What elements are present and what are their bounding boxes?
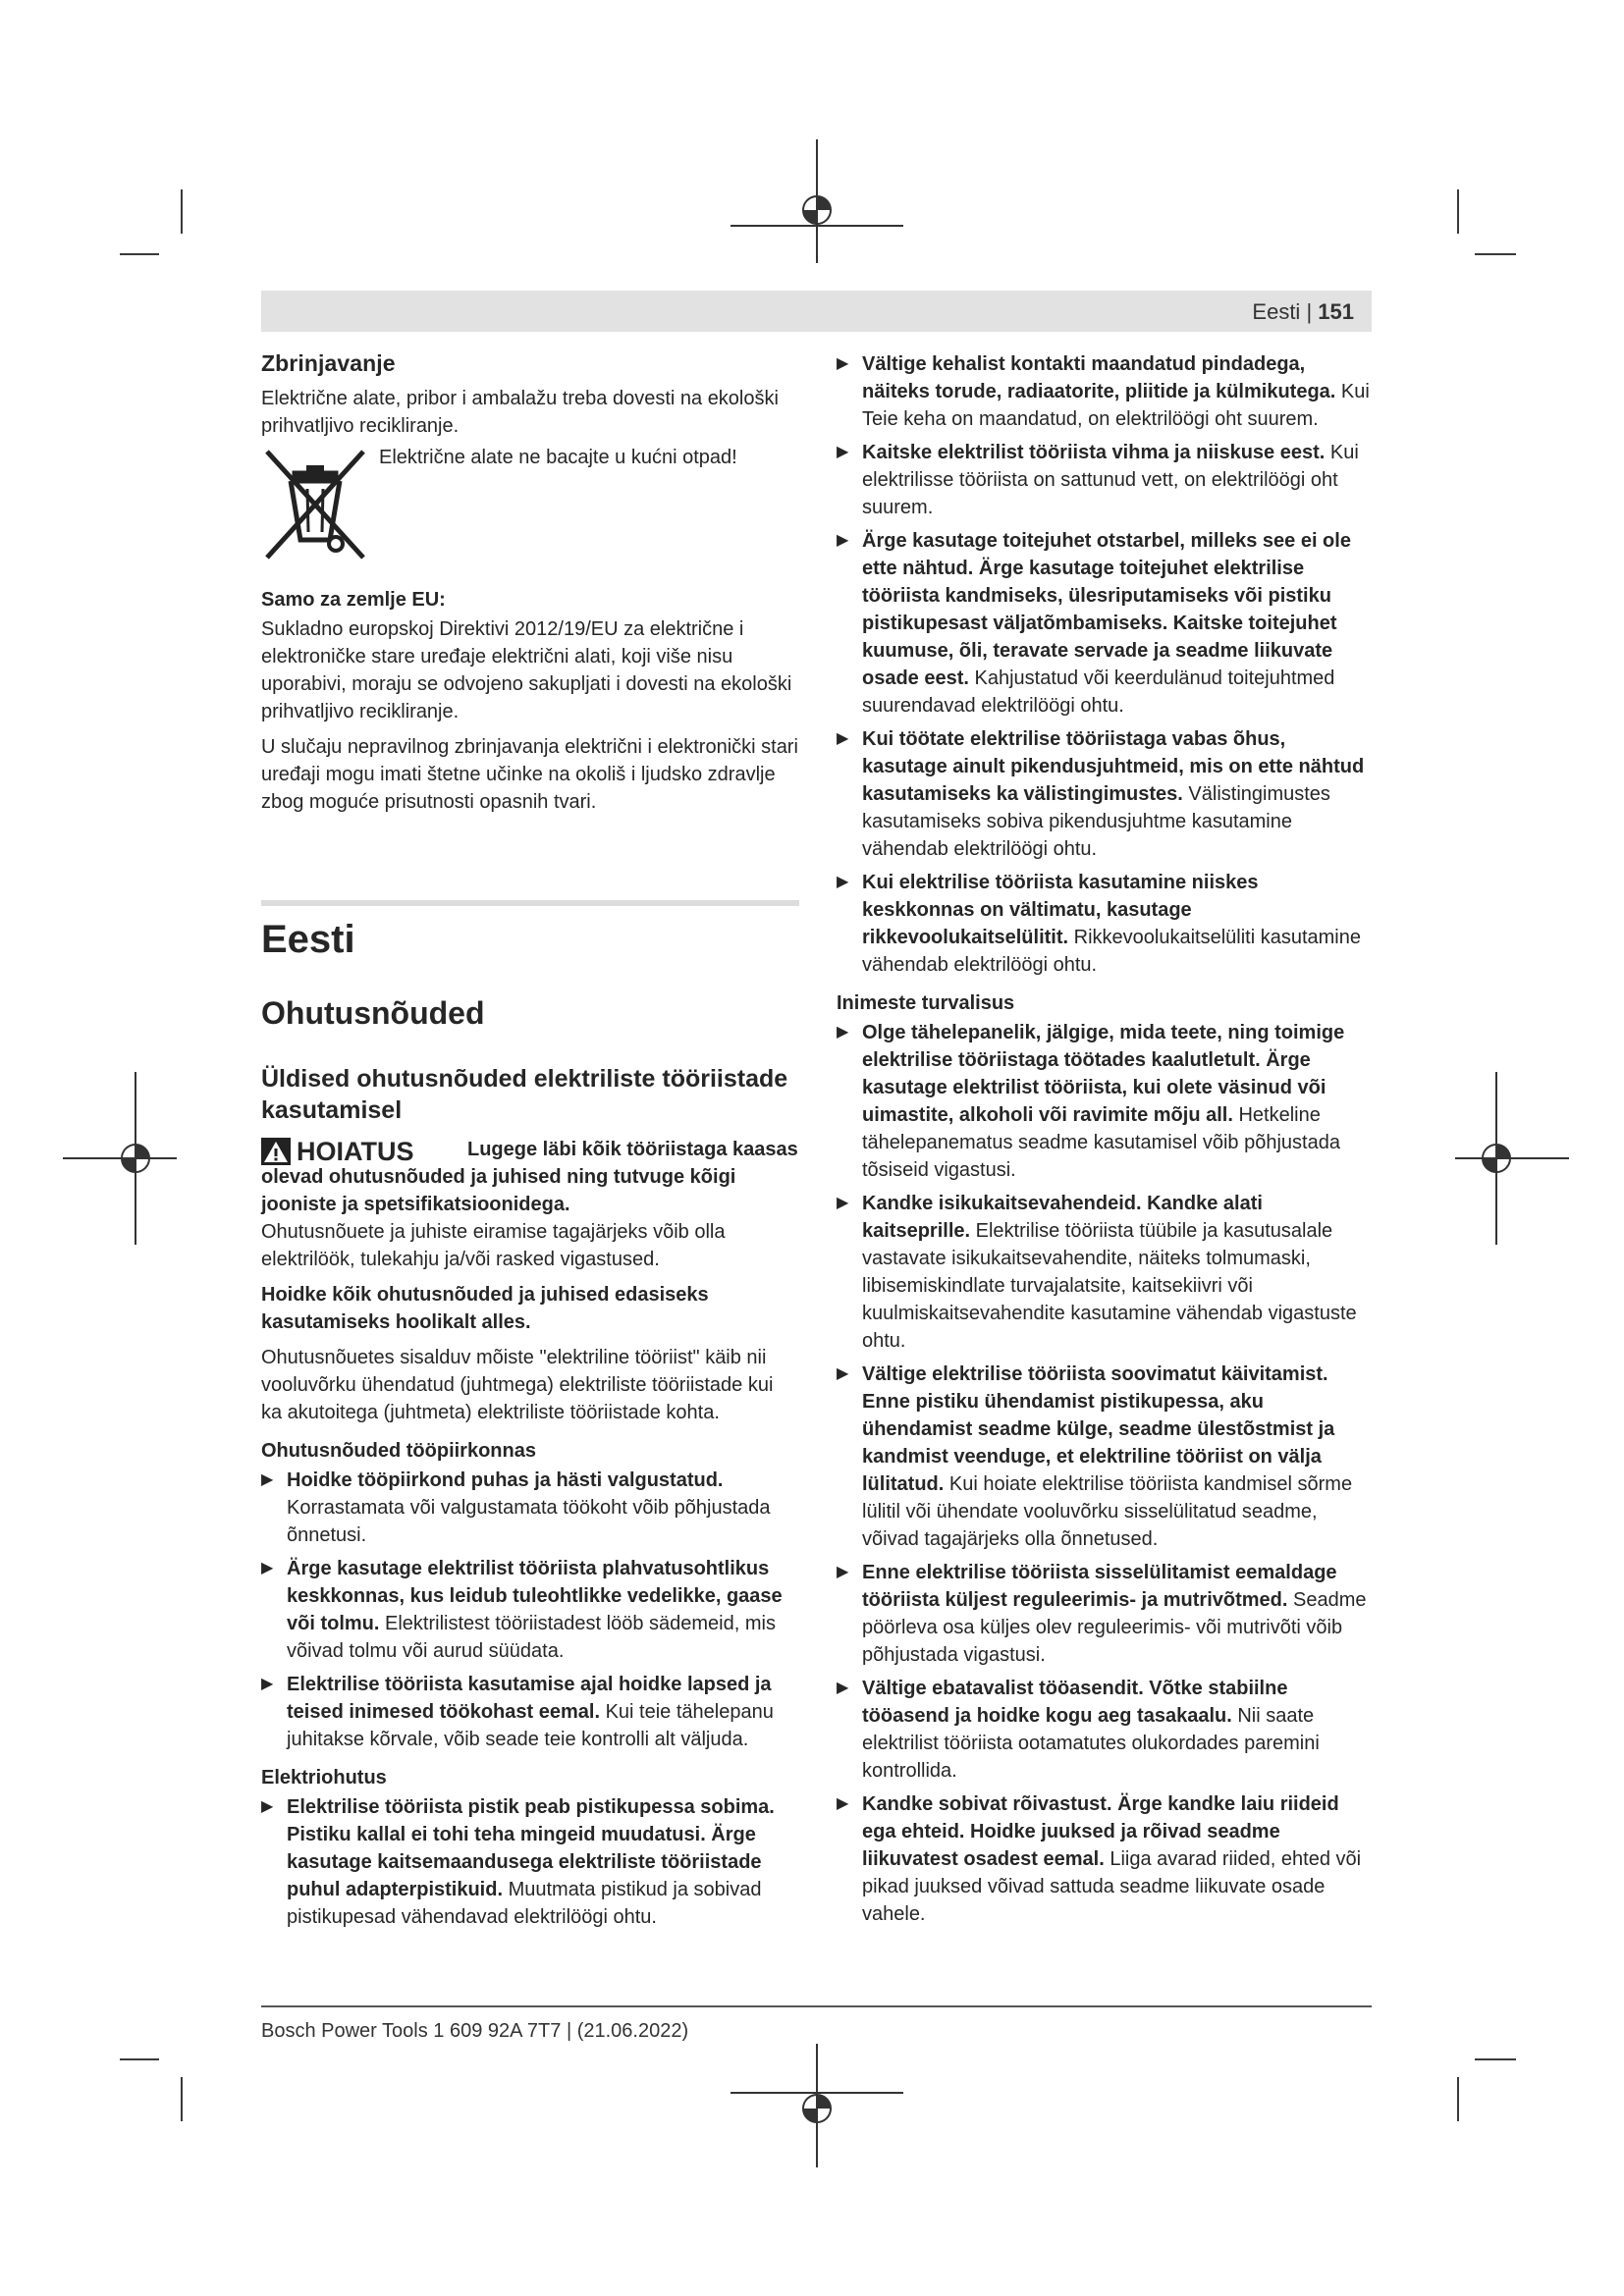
right-column xyxy=(837,350,1373,1934)
left-column xyxy=(261,350,799,1937)
list-item: ▶ Elektrilise tööriista kasutamise ajal hoidke lapsed ja teised inimesed töökohast eemal. Kui teie tähelepanu juhitakse kõrvale, võib seade teie kontrolli alt väljuda. xyxy=(261,1671,799,1753)
safety-title: Ohutusnõuded xyxy=(261,995,485,1031)
electrical-list-right xyxy=(837,350,1373,979)
bullet-arrow-icon: ▶ xyxy=(837,874,849,890)
list-item: ▶ Kui elektrilise tööriista kasutamine niiskes keskkonnas on vältimatu, kasutage rikkevoolukaitselülitit. Rikkevoolukaitselüliti kasutamine vähendab elektrilöögi ohtu. xyxy=(837,869,1373,979)
eu-text-1: Sukladno europskoj Direktivi 2012/19/EU za električne i elektroničke stare uređaje električni alati, koji više nisu uporabivi, moraju se odvojeno sakupljati i dovesti na ekološki prihvatljivo recikliranje. xyxy=(261,618,792,722)
registration-mark-icon xyxy=(729,2042,905,2169)
bullet-arrow-icon: ▶ xyxy=(837,1365,849,1382)
bullet-arrow-icon: ▶ xyxy=(837,1795,849,1812)
language-title: Eesti xyxy=(261,918,355,961)
crop-mark xyxy=(120,253,159,255)
personal-safety-title: Inimeste turvalisus xyxy=(837,992,1015,1014)
bullet-arrow-icon: ▶ xyxy=(837,730,849,747)
warning-text: Ohutusnõuete ja juhiste eiramise tagajärjeks võib olla elektrilöök, tulekahju ja/või rasked vigastused. xyxy=(261,1221,726,1270)
list-item: ▶ Ärge kasutage elektrilist tööriista plahvatusohtlikus keskkonnas, kus leidub tuleohtlikke vedelikke, gaase või tolmu. Elektrilistest tööriistadest lööb sädemeid, mis võivad tolmu või aurud süüdata. xyxy=(261,1555,799,1665)
crop-mark xyxy=(1457,2077,1459,2121)
header-separator: | xyxy=(1306,299,1319,324)
crop-mark xyxy=(1475,2058,1516,2060)
list-item: ▶ Ärge kasutage toitejuhet otstarbel, milleks see ei ole ette nähtud. Ärge kasutage toitejuhet elektrilise tööriista kandmiseks, ülesriputamiseks või pistiku pistikupesast väljatõmbamiseks. Kaitske toitejuhet kuumuse, õli, teravate servade ja seadme liikuvate osade eest. Kahjustatud või keerdulänud toitejuhtmed suurendavad elektrilöögi ohtu. xyxy=(837,527,1373,720)
bullet-arrow-icon: ▶ xyxy=(837,444,849,460)
bullet-arrow-icon: ▶ xyxy=(261,1560,274,1576)
list-item: ▶ Kandke sobivat rõivastust. Ärge kandke laiu riideid ega ehteid. Hoidke juuksed ja rõivad seadme liikuvatest osadest eemal. Liiga avarad riided, ehted või pikad juuksed võivad sattuda seadme liikuvate osade vahele. xyxy=(837,1790,1373,1928)
crop-mark xyxy=(120,2058,159,2060)
warning-label xyxy=(261,1138,467,1165)
keep-instructions-bold: Hoidke kõik ohutusnõuded ja juhised edasiseks kasutamiseks hoolikalt alles. xyxy=(261,1284,709,1333)
weee-notice xyxy=(261,448,799,561)
bullet-arrow-icon: ▶ xyxy=(261,1471,274,1488)
bullet-arrow-icon: ▶ xyxy=(837,1564,849,1580)
footer-divider xyxy=(261,2005,1372,2007)
list-item: ▶ Vältige elektrilise tööriista soovimatut käivitamist. Enne pistiku ühendamist pistikupessa, aku ühendamist seadme külge, seadme ülestõstmist ja kandmist veenduge, et elektriline tööriist on välja lülitatud. Kui hoiate elektrilise tööriista kandmisel sõrme lülitil või ühendate vooluvõrku sisselülitatud seadme, võivad tagajärjeks olla õnnetused. xyxy=(837,1361,1373,1553)
eu-title: Samo za zemlje EU: xyxy=(261,589,446,611)
warning-bold-text: Lugege läbi kõik tööriistaga kaasas olevad ohutusnõuded ja juhised ning tutvuge kõigi jooniste ja spetsifikatsioonidega. xyxy=(261,1139,798,1215)
crop-mark xyxy=(1475,253,1516,255)
list-item: ▶ Vältige kehalist kontakti maandatud pindadega, näiteks torude, radiaatorite, pliitide ja külmikutega. Kui Teie keha on maandatud, on elektrilöögi oht suurem. xyxy=(837,350,1373,433)
bullet-arrow-icon: ▶ xyxy=(837,355,849,372)
page-number: 151 xyxy=(1318,299,1354,324)
work-area-title: Ohutusnõuded tööpiirkonnas xyxy=(261,1440,536,1462)
warning-block xyxy=(261,1137,799,1273)
list-item: ▶ Olge tähelepanelik, jälgige, mida teete, ning toimige elektrilise tööriistaga töötades kaalutletult. Ärge kasutage elektrilist tööriista, kui olete väsinud või uimastite, alkoholi või ravimite mõju all. Hetkeline tähelepanematus seadme kasutamisel võib põhjustada tõsiseid vigastusi. xyxy=(837,1019,1373,1184)
section-divider xyxy=(261,900,799,906)
warning-triangle-icon xyxy=(261,1138,291,1165)
eu-text-2: U slučaju nepravilnog zbrinjavanja električni i elektronički stari uređaji mogu imati štetne učinke na okoliš i ljudsko zdravlje zbog moguće prisutnosti opasnih tvari. xyxy=(261,736,798,813)
list-item: ▶ Kaitske elektrilist tööriista vihma ja niiskuse eest. Kui elektrilisse tööriista on sattunud vett, on elektrilöögi oht suurem. xyxy=(837,439,1373,521)
registration-mark-icon xyxy=(61,1070,179,1247)
crop-mark xyxy=(181,2077,183,2121)
bullet-arrow-icon: ▶ xyxy=(837,1195,849,1211)
list-item: ▶ Kui töötate elektrilise tööriistaga vabas õhus, kasutage ainult pikendusjuhtmeid, mis on ette nähtud kasutamiseks ka välistingimustes. Välistingimustes kasutamiseks sobiva pikendusjuhtme kasutamine vähendab elektrilöögi ohtu. xyxy=(837,725,1373,863)
bullet-arrow-icon: ▶ xyxy=(837,1024,849,1041)
keep-instructions-text: Ohutusnõuetes sisalduv mõiste "elektriline tööriist" käib nii vooluvõrku ühendatud (juhtmega) elektriliste tööriistade kui ka akutoitega (juhtmeta) elektriliste tööriistade kohta. xyxy=(261,1347,774,1423)
bullet-arrow-icon: ▶ xyxy=(261,1676,274,1692)
electrical-title: Elektriohutus xyxy=(261,1767,387,1789)
bullet-arrow-icon: ▶ xyxy=(837,532,849,549)
electrical-list-left xyxy=(261,1793,799,1931)
crop-mark xyxy=(181,189,183,234)
registration-mark-icon xyxy=(729,137,905,265)
list-item: ▶ Elektrilise tööriista pistik peab pistikupessa sobima. Pistiku kallal ei tohi teha mingeid muudatusi. Ärge kasutage kaitsemaandusega elektriliste tööriistade puhul adapterpistikuid. Muutmata pistikud ja sobivad pistikupesad vähendavad elektrilöögi ohtu. xyxy=(261,1793,799,1931)
disposal-title: Zbrinjavanje xyxy=(261,350,396,376)
list-item: ▶ Kandke isikukaitsevahendeid. Kandke alati kaitseprille. Elektrilise tööriista tüübile ja kasutusalale vastavate isikukaitsevahendite, näiteks tolmumaski, libisemiskindlate turvajalatsite, kaitsekiivri või kuulmiskaitsevahendite kasutamine vähendab vigastuste ohtu. xyxy=(837,1190,1373,1355)
personal-safety-list xyxy=(837,1019,1373,1928)
page-header-label xyxy=(1252,299,1354,325)
bullet-arrow-icon: ▶ xyxy=(837,1680,849,1696)
list-item: ▶ Vältige ebatavalist tööasendit. Võtke stabiilne tööasend ja hoidke kogu aeg tasakaalu. Nii saate elektrilist tööriista ootamatutes olukordades paremini kontrollida. xyxy=(837,1675,1373,1785)
crossed-bin-icon xyxy=(261,448,369,561)
warning-word: HOIATUS xyxy=(297,1137,414,1166)
list-item: ▶ Enne elektrilise tööriista sisselülitamist eemaldage tööriista küljest reguleerimis- ja mutrivõtmed. Seadme pöörleva osa küljes olev reguleerimis- või mutrivõti võib põhjustada vigastusi. xyxy=(837,1559,1373,1669)
footer-text: Bosch Power Tools 1 609 92A 7T7 | (21.06.2022) xyxy=(261,2020,689,2042)
crop-mark xyxy=(1457,189,1459,234)
disposal-text: Električne alate, pribor i ambalažu treba dovesti na ekološki prihvatljivo recikliranje. xyxy=(261,388,779,437)
registration-mark-icon xyxy=(1453,1070,1571,1247)
weee-text: Električne alate ne bacajte u kućni otpad! xyxy=(379,447,737,468)
general-safety-title: Üldised ohutusnõuded elektriliste tööriistade kasutamisel xyxy=(261,1065,788,1124)
work-area-list xyxy=(261,1467,799,1753)
section-name: Eesti xyxy=(1252,299,1301,324)
bullet-arrow-icon: ▶ xyxy=(261,1798,274,1815)
list-item: ▶ Hoidke tööpiirkond puhas ja hästi valgustatud. Korrastamata või valgustamata töökoht võib põhjustada õnnetusi. xyxy=(261,1467,799,1549)
page-header xyxy=(261,291,1372,332)
